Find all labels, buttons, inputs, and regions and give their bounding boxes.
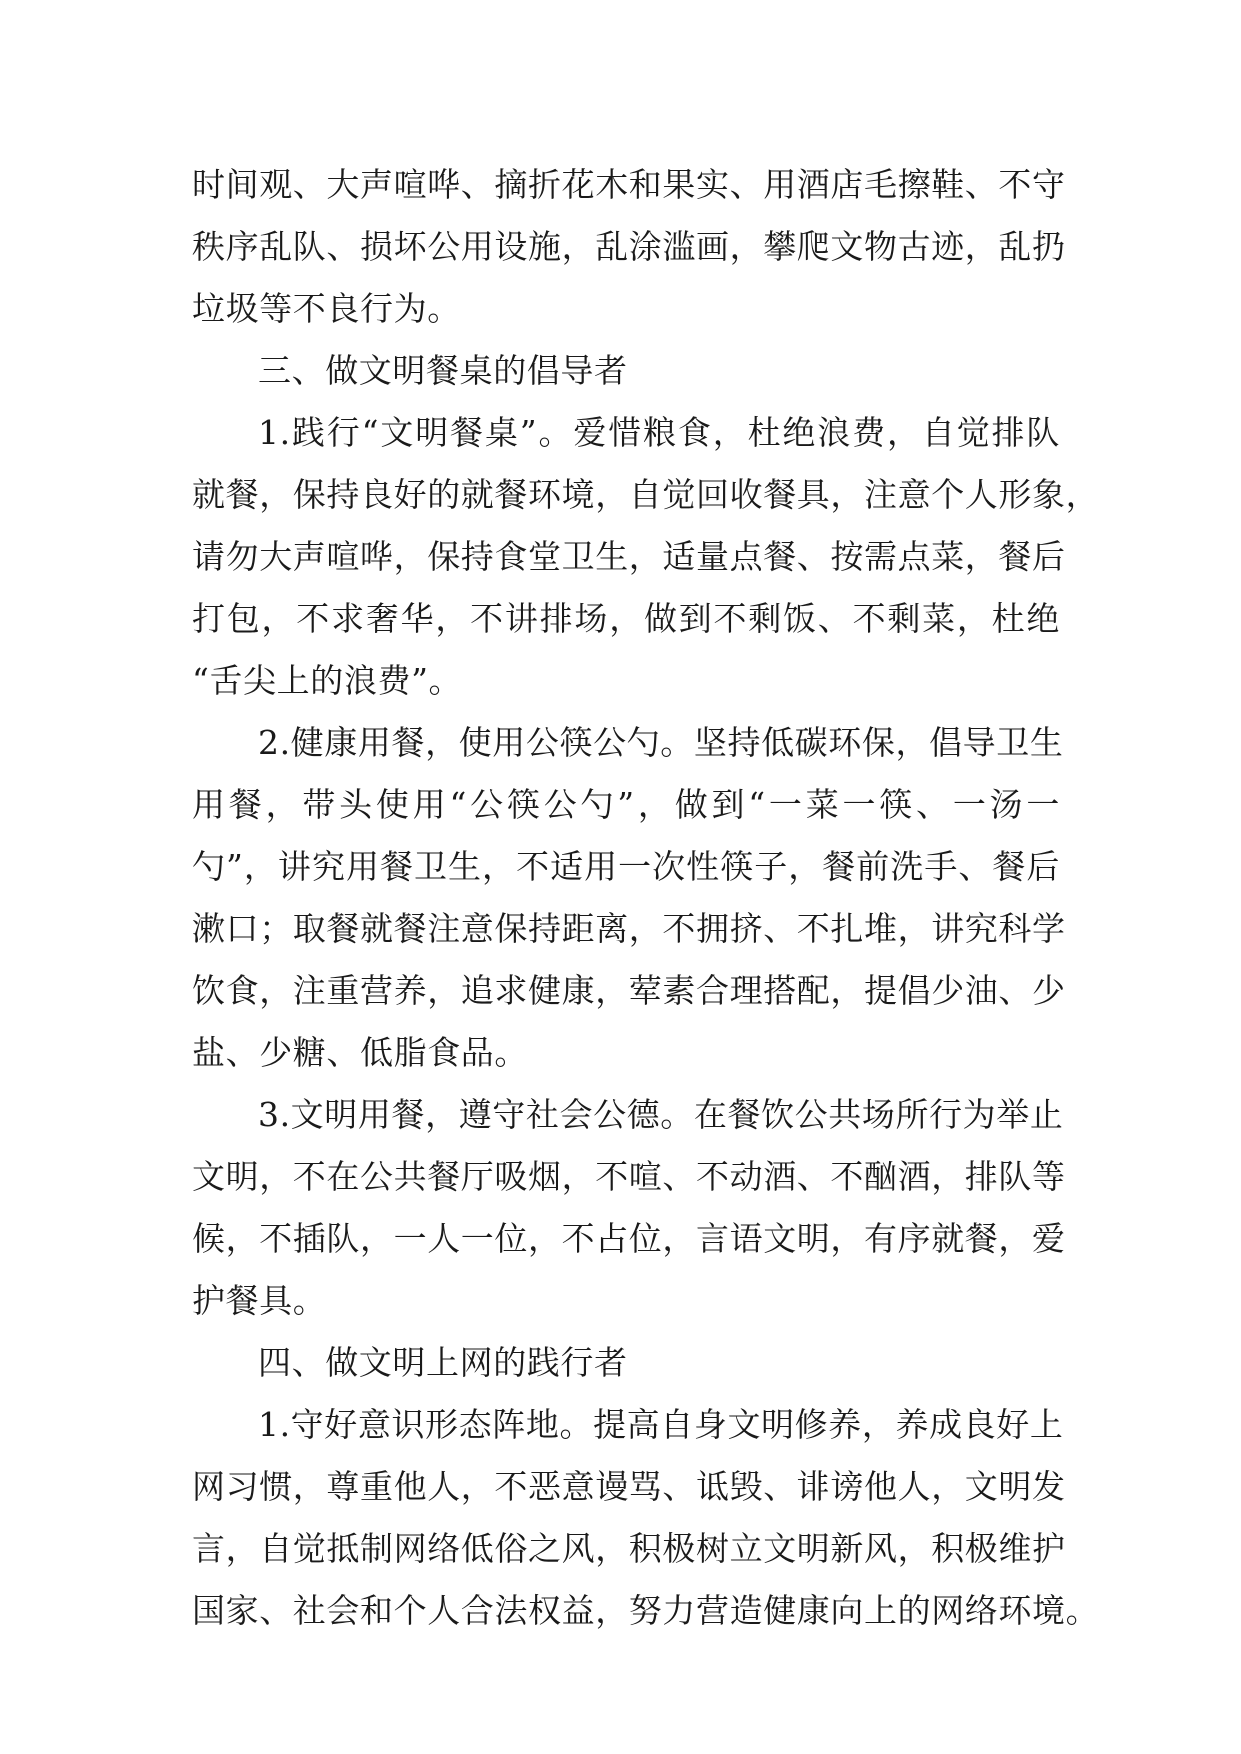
text-line: 网习惯，尊重他人，不恶意谩骂、诋毁、诽谤他人，文明发 bbox=[192, 1467, 1066, 1506]
text-line: 勺”，讲究用餐卫生，不适用一次性筷子，餐前洗手、餐后 bbox=[192, 847, 1060, 886]
paragraph-first-line: 1.践行“文明餐桌”。爱惜粮食，杜绝浪费，自觉排队 bbox=[258, 413, 1060, 452]
text-line: 就餐，保持良好的就餐环境，自觉回收餐具，注意个人形象， bbox=[192, 475, 1100, 514]
text-line: “舌尖上的浪费”。 bbox=[192, 661, 463, 700]
text-line: 国家、社会和个人合法权益，努力营造健康向上的网络环境。 bbox=[192, 1591, 1100, 1630]
paragraph-first-line: 2.健康用餐，使用公筷公勺。坚持低碳环保，倡导卫生 bbox=[258, 723, 1064, 762]
text-line: 请勿大声喧哗，保持食堂卫生，适量点餐、按需点菜，餐后 bbox=[192, 537, 1066, 576]
text-line: 饮食，注重营养，追求健康，荤素合理搭配，提倡少油、少 bbox=[192, 971, 1066, 1010]
text-line: 言，自觉抵制网络低俗之风，积极树立文明新风，积极维护 bbox=[192, 1529, 1066, 1568]
section-heading: 四、做文明上网的践行者 bbox=[258, 1343, 628, 1382]
text-line: 漱口；取餐就餐注意保持距离，不拥挤、不扎堆，讲究科学 bbox=[192, 909, 1066, 948]
section-heading: 三、做文明餐桌的倡导者 bbox=[258, 351, 628, 390]
paragraph-first-line: 3.文明用餐，遵守社会公德。在餐饮公共场所行为举止 bbox=[258, 1095, 1064, 1134]
text-line: 护餐具。 bbox=[192, 1281, 327, 1320]
text-line: 候，不插队，一人一位，不占位，言语文明，有序就餐，爱 bbox=[192, 1219, 1066, 1258]
text-line: 用餐，带头使用“公筷公勺”，做到“一菜一筷、一汤一 bbox=[192, 785, 1060, 824]
text-line: 文明，不在公共餐厅吸烟，不喧、不动酒、不酗酒，排队等 bbox=[192, 1157, 1066, 1196]
text-line: 打包，不求奢华，不讲排场，做到不剩饭、不剩菜，杜绝 bbox=[192, 599, 1060, 638]
document-body bbox=[192, 154, 1100, 1642]
text-line: 垃圾等不良行为。 bbox=[192, 289, 461, 328]
text-line: 时间观、大声喧哗、摘折花木和果实、用酒店毛擦鞋、不守 bbox=[192, 165, 1066, 204]
text-line: 盐、少糖、低脂食品。 bbox=[192, 1033, 528, 1072]
text-line: 秩序乱队、损坏公用设施，乱涂滥画，攀爬文物古迹，乱扔 bbox=[192, 227, 1066, 266]
paragraph-first-line: 1.守好意识形态阵地。提高自身文明修养，养成良好上 bbox=[258, 1405, 1064, 1444]
